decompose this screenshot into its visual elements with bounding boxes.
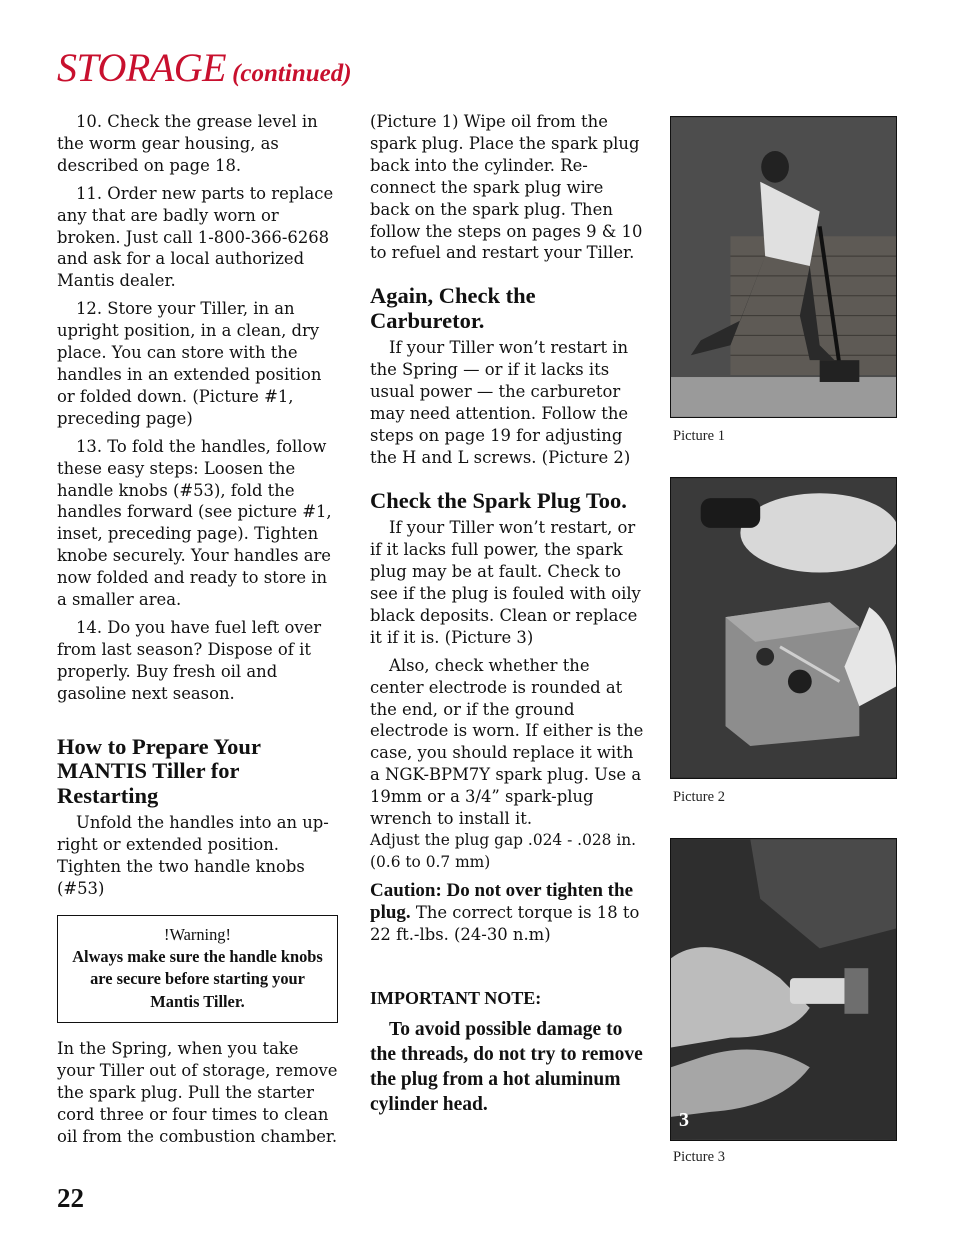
caution-rest: The correct torque is 18 to 22 ft.-lbs. (24-30 n.m) bbox=[370, 902, 640, 944]
title-main: STORAGE bbox=[57, 45, 227, 90]
picture-3-number: 3 bbox=[679, 1109, 689, 1131]
warning-text: Always make sure the handle knobs are secure before starting your Mantis Tiller. bbox=[72, 946, 323, 1011]
important-note-text: To avoid possible damage to the threads, do not try to remove the plug from a hot aluminum cylinder head. bbox=[370, 1019, 643, 1116]
spring-text: In the Spring, when you take your Tiller out of storage, remove the spark plug. Pull the starter cord three or four times to clean oil from the combustion chamber. bbox=[57, 1038, 338, 1146]
left-column bbox=[57, 111, 338, 1153]
step-13: 13. To fold the handles, follow these easy steps: Loosen the handle knobs (#53), fold the handles forward (see picture #1, inset, preceding page). Tighten knobe securely. Your handles are now folded and ready to store in a smaller area. bbox=[57, 436, 332, 610]
tiller-person-illustration bbox=[671, 117, 896, 417]
spark-plug-heading: Check the Spark Plug Too. bbox=[370, 487, 627, 513]
warning-title: !Warning! bbox=[164, 924, 231, 944]
plug-gap-text: Adjust the plug gap .024 - .028 in. (0.6 to 0.7 mm) bbox=[370, 830, 637, 871]
restart-text: Unfold the handles into an up-right or extended position. Tighten the two handle knobs (#53) bbox=[57, 813, 329, 898]
picture-1-caption: Picture 1 bbox=[673, 428, 725, 444]
caution-text bbox=[370, 880, 646, 946]
middle-column bbox=[370, 111, 646, 1123]
continued-text: (Picture 1) Wipe oil from the spark plug. Place the spark plug back into the cylinder. Re-connect the spark plug wire back on the spark plug. Then follow the steps on pages 9 & 10 to refuel and restart your Tiller. bbox=[370, 112, 643, 263]
step-11: 11. Order new parts to replace any that are badly worn or broken. Just call 1-800-366-6268 and ask for a local authorized Mantis dealer. bbox=[57, 183, 334, 291]
spark-plug-text-2: Also, check whether the center electrode is rounded at the end, or if the ground electrode is worn. If either is the case, you should replace it with a NGK-BPM7Y spark plug. Use a 19mm or a 3/4” spark-plug wrench to install it. bbox=[370, 655, 644, 829]
title-subtitle: (continued) bbox=[232, 60, 352, 87]
carburetor-illustration bbox=[671, 478, 896, 778]
picture-3-photo bbox=[670, 838, 897, 1141]
step-10: 10. Check the grease level in the worm gear housing, as described on page 18. bbox=[57, 112, 318, 175]
picture-1-photo bbox=[670, 116, 897, 418]
important-note-heading: IMPORTANT NOTE: bbox=[370, 987, 542, 1008]
picture-3-caption: Picture 3 bbox=[673, 1149, 725, 1165]
step-12: 12. Store your Tiller, in an upright position, in a clean, dry place. You can store with the handles in an extended position or folded down. (Picture #1, preceding page) bbox=[57, 299, 322, 428]
picture-2-photo bbox=[670, 477, 897, 779]
restart-heading: How to Prepare Your MANTIS Tiller for Restarting bbox=[57, 733, 261, 808]
carburetor-heading: Again, Check the Carburetor. bbox=[370, 283, 536, 333]
page-title bbox=[57, 45, 352, 90]
carburetor-text: If your Tiller won’t restart in the Spring — or if it lacks its usual power — the carburetor may need attention. Follow the steps on page 19 for adjusting the H and L screws. (Picture 2) bbox=[370, 338, 631, 467]
picture-2-caption: Picture 2 bbox=[673, 789, 725, 805]
spark-plug-illustration bbox=[671, 839, 896, 1140]
caution-bold: Caution: Do not over tighten the plug. bbox=[370, 879, 634, 923]
page-number: 22 bbox=[57, 1183, 84, 1213]
step-14: 14. Do you have fuel left over from last season? Dispose of it properly. Buy fresh oil and gasoline next season. bbox=[57, 617, 322, 703]
spark-plug-text-1: If your Tiller won’t restart, or if it lacks full power, the spark plug may be at fault. Check to see if the plug is fouled with oily black deposits. Clean or replace it if it is. (Picture 3) bbox=[370, 518, 641, 647]
warning-box bbox=[57, 915, 338, 1023]
